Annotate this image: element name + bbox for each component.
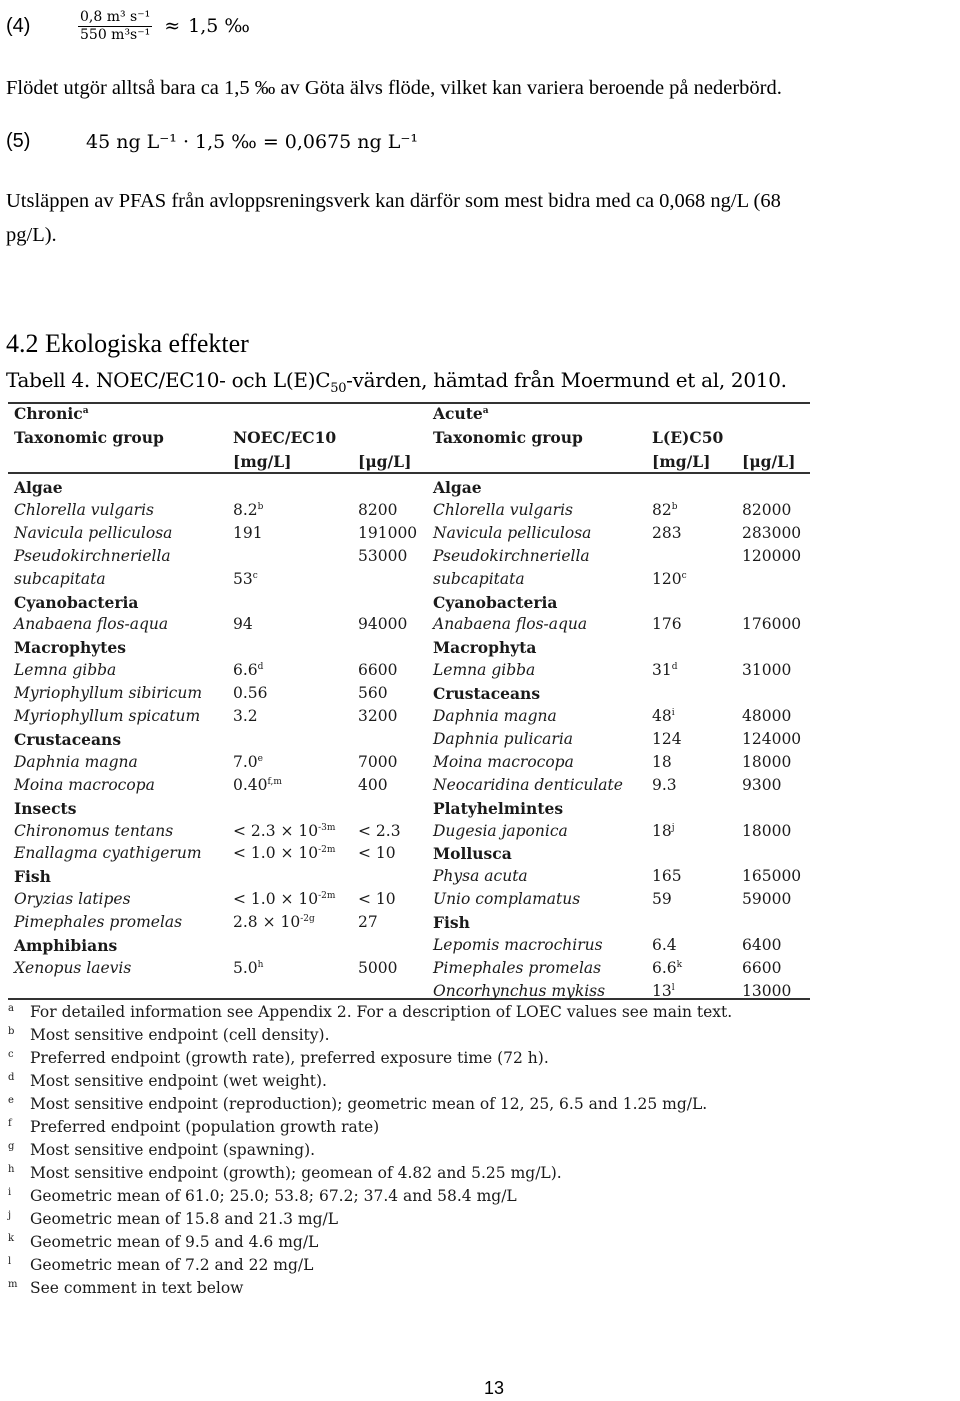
acute-group-label: Cyanobacteria bbox=[433, 593, 558, 612]
chronic-species-name: Moina macrocopa bbox=[14, 776, 155, 794]
page-number: 13 bbox=[484, 1378, 505, 1398]
acute-value-ug: 176000 bbox=[742, 615, 802, 633]
chronic-group-label: Amphibians bbox=[14, 936, 118, 955]
chronic-value-ug: 400 bbox=[358, 776, 388, 794]
acute-value-ug: 31000 bbox=[742, 661, 792, 679]
acute-value-ug: 165000 bbox=[742, 867, 802, 885]
acute-value-ug: 9300 bbox=[742, 776, 782, 794]
chronic-value-ug: 94000 bbox=[358, 615, 408, 633]
acute-value-ug: 48000 bbox=[742, 707, 792, 725]
footnote-marker: d bbox=[257, 661, 264, 672]
chronic-value-mg: 7.0e bbox=[233, 753, 263, 771]
acute-species-name: Physa acuta bbox=[433, 867, 528, 885]
chronic-group-label: Crustaceans bbox=[14, 730, 122, 749]
footnote-marker: -2g bbox=[300, 913, 315, 924]
acute-species-name: Unio complamatus bbox=[433, 890, 581, 908]
acute-group-label: Platyhelmintes bbox=[433, 799, 564, 818]
footnote-text: Geometric mean of 9.5 and 4.6 mg/L bbox=[30, 1233, 319, 1251]
chronic-group-label: Fish bbox=[14, 867, 51, 886]
acute-value-ug: 18000 bbox=[742, 822, 792, 840]
chronic-value-mg: 0.56 bbox=[233, 684, 268, 702]
chronic-group-label: Macrophytes bbox=[14, 638, 127, 657]
acute-value-ug: 6600 bbox=[742, 959, 782, 977]
footnote-marker: b bbox=[257, 501, 264, 512]
footnote-marker: j bbox=[671, 822, 675, 833]
footnote-mark: l bbox=[8, 1256, 12, 1267]
chronic-value-ug: < 10 bbox=[358, 844, 396, 862]
acute-species-name: Pimephales promelas bbox=[433, 959, 602, 977]
acute-value-ug: 120000 bbox=[742, 547, 802, 565]
chronic-value-ug: 7000 bbox=[358, 753, 398, 771]
chronic-value-ug: 27 bbox=[358, 913, 378, 931]
acute-species-name: Daphnia pulicaria bbox=[433, 730, 574, 748]
footnote-marker: -2m bbox=[318, 844, 336, 855]
chronic-value-ug: 5000 bbox=[358, 959, 398, 977]
acute-value-mg: 31$^d$ bbox=[652, 661, 678, 679]
acute-value-mg: 13$^l$ bbox=[652, 982, 675, 1000]
footnote-marker: -2m bbox=[318, 890, 336, 901]
equation-5 bbox=[6, 130, 418, 153]
chronic-species-name: subcapitata bbox=[14, 570, 106, 588]
acute-species-name: Lemna gibba bbox=[433, 661, 536, 679]
chronic-value-mg: 94 bbox=[233, 615, 253, 633]
header-rule bbox=[8, 472, 810, 474]
footnote-text: Most sensitive endpoint (wet weight). bbox=[30, 1072, 327, 1090]
footnote-text: Geometric mean of 7.2 and 22 mg/L bbox=[30, 1256, 314, 1274]
chronic-species-name: Daphnia magna bbox=[14, 753, 138, 771]
acute-col-header: L(E)C50 bbox=[652, 428, 724, 447]
acute-value-mg: 176 bbox=[652, 615, 682, 633]
chronic-value-ug: 53000 bbox=[358, 547, 408, 565]
chronic-title: Chronic$^a$ bbox=[14, 404, 89, 423]
footnote-item bbox=[8, 1164, 562, 1182]
acute-group-label: Crustaceans bbox=[433, 684, 541, 703]
footnote-text: See comment in text below bbox=[30, 1279, 244, 1297]
acute-unit-ug: [μg/L] bbox=[742, 452, 796, 471]
acute-species-name: subcapitata bbox=[433, 570, 525, 588]
footnote-mark: c bbox=[8, 1049, 14, 1060]
footnote-mark: a bbox=[8, 1003, 14, 1014]
chronic-species-name: Pimephales promelas bbox=[14, 913, 183, 931]
chronic-group-header: Taxonomic group bbox=[14, 428, 164, 447]
footnote-marker: d bbox=[671, 661, 678, 672]
footnote-marker: k bbox=[676, 959, 683, 970]
chronic-value-ug: 6600 bbox=[358, 661, 398, 679]
chronic-unit-mg: [mg/L] bbox=[233, 452, 292, 471]
footnote-mark: m bbox=[8, 1279, 18, 1290]
acute-value-mg: 6.4 bbox=[652, 936, 677, 954]
acute-group-label: Mollusca bbox=[433, 844, 512, 863]
acute-value-mg: 18$^j$ bbox=[652, 822, 675, 840]
footnote-mark: d bbox=[8, 1072, 15, 1083]
chronic-value-mg: < $1.0 \times 10^{-2m}$ bbox=[233, 844, 336, 862]
footnote-item bbox=[8, 1072, 327, 1090]
footnote-item bbox=[8, 1187, 517, 1205]
chronic-unit-ug: [μg/L] bbox=[358, 452, 412, 471]
paragraph-line: Utsläppen av PFAS från avloppsreningsverk kan därför som mest bidra med ca 0,068 ng/L (68 bbox=[6, 190, 781, 212]
acute-group-label: Algae bbox=[433, 478, 482, 497]
chronic-species-name: Lemna gibba bbox=[14, 661, 117, 679]
footnote-marker: -3m bbox=[318, 822, 336, 833]
footnote-mark: e bbox=[8, 1095, 14, 1106]
footnote-text: Geometric mean of 61.0; 25.0; 53.8; 67.2; 37.4 and 58.4 mg/L bbox=[30, 1187, 517, 1205]
caption-text-end: -värden, hämtad från Moermund et al, 2010. bbox=[346, 368, 787, 392]
paragraph-emissions bbox=[6, 184, 781, 252]
footnote-marker: b bbox=[671, 501, 678, 512]
chronic-col-header: NOEC/EC10 bbox=[233, 428, 337, 447]
footnote-item bbox=[8, 1049, 549, 1067]
toxicity-table bbox=[0, 400, 820, 1000]
footnote-item bbox=[8, 1095, 707, 1113]
acute-value-ug: 18000 bbox=[742, 753, 792, 771]
header-rule bbox=[8, 402, 810, 404]
chronic-species-name: Chlorella vulgaris bbox=[14, 501, 154, 519]
chronic-group-label: Insects bbox=[14, 799, 77, 818]
chronic-value-mg: < $1.0 \times 10^{-2m}$ bbox=[233, 890, 336, 908]
approx-sign: ≈ bbox=[164, 15, 181, 37]
bottom-rule bbox=[8, 998, 810, 1000]
equation-label: (4) bbox=[6, 14, 31, 37]
equation-result: 1,5 ‰ bbox=[188, 15, 250, 37]
equation-4 bbox=[6, 4, 250, 48]
footnote-mark: j bbox=[8, 1210, 12, 1221]
footnote-mark: h bbox=[8, 1164, 15, 1175]
acute-group-header: Taxonomic group bbox=[433, 428, 583, 447]
chronic-value-mg: 53$^c$ bbox=[233, 570, 258, 588]
footnote-mark: b bbox=[8, 1026, 15, 1037]
paragraph-line: pg/L). bbox=[6, 224, 57, 246]
footnote-text: Most sensitive endpoint (growth); geomean of 4.82 and 5.25 mg/L). bbox=[30, 1164, 562, 1182]
acute-value-ug: 124000 bbox=[742, 730, 802, 748]
table-footnotes bbox=[0, 1003, 820, 1303]
chronic-species-name: Anabaena flos-aqua bbox=[14, 615, 169, 633]
footnote-item bbox=[8, 1026, 330, 1044]
footnote-text: Preferred endpoint (growth rate), preferred exposure time (72 h). bbox=[30, 1049, 549, 1067]
chronic-group-label: Algae bbox=[14, 478, 63, 497]
acute-value-mg: 48$^i$ bbox=[652, 707, 675, 725]
footnote-text: Most sensitive endpoint (reproduction); geometric mean of 12, 25, 6.5 and 1.25 mg/L. bbox=[30, 1095, 708, 1113]
footnote-mark: i bbox=[8, 1187, 12, 1198]
acute-species-name: Navicula pelliculosa bbox=[433, 524, 592, 542]
chronic-species-name: Chironomus tentans bbox=[14, 822, 174, 840]
footnote-mark: g bbox=[8, 1141, 15, 1152]
footnote-mark: f bbox=[8, 1118, 12, 1129]
chronic-value-ug: < 2.3 bbox=[358, 822, 401, 840]
footnote-item bbox=[8, 1141, 315, 1159]
chronic-value-mg: $2.8 \times 10^{-2g}$ bbox=[233, 913, 315, 931]
fraction-denominator: 550 m³s⁻¹ bbox=[80, 26, 151, 43]
chronic-species-name: Navicula pelliculosa bbox=[14, 524, 173, 542]
footnote-marker: l bbox=[671, 982, 675, 993]
acute-species-name: Chlorella vulgaris bbox=[433, 501, 573, 519]
acute-value-mg: 59 bbox=[652, 890, 672, 908]
acute-species-name: Daphnia magna bbox=[433, 707, 557, 725]
footnote-marker: c bbox=[252, 570, 258, 581]
footnote-marker: f,m bbox=[267, 776, 282, 787]
chronic-value-mg: 6.6$^d$ bbox=[233, 661, 264, 679]
acute-title: Acute$^a$ bbox=[433, 404, 489, 423]
caption-text: Tabell 4. NOEC/EC10- och L(E)C bbox=[6, 368, 331, 392]
chronic-species-name: Enallagma cyathigerum bbox=[14, 844, 202, 862]
acute-value-mg: 82$^b$ bbox=[652, 501, 678, 519]
chronic-value-mg: 5.0$^h$ bbox=[233, 959, 264, 977]
acute-value-ug: 59000 bbox=[742, 890, 792, 908]
section-heading: 4.2 Ekologiska effekter bbox=[6, 329, 249, 358]
footnote-item bbox=[8, 1279, 243, 1297]
acute-value-mg: 9.3 bbox=[652, 776, 677, 794]
chronic-group-label: Cyanobacteria bbox=[14, 593, 139, 612]
acute-species-name: Moina macrocopa bbox=[433, 753, 574, 771]
equation-expression: 45 ng L⁻¹ · 1,5 ‰ = 0,0675 ng L⁻¹ bbox=[86, 130, 419, 153]
chronic-value-mg: < $2.3 \times 10^{-3m}$ bbox=[233, 822, 336, 840]
footnote-marker: c bbox=[681, 570, 687, 581]
acute-group-label: Fish bbox=[433, 913, 470, 932]
footnote-text: Most sensitive endpoint (spawning). bbox=[30, 1141, 316, 1159]
chronic-species-name: Oryzias latipes bbox=[14, 890, 131, 908]
chronic-species-name: Myriophyllum spicatum bbox=[14, 707, 201, 725]
acute-species-name: Neocaridina denticulate bbox=[433, 776, 623, 794]
footnote-marker: i bbox=[671, 707, 675, 718]
footnote-text: Geometric mean of 15.8 and 21.3 mg/L bbox=[30, 1210, 339, 1228]
chronic-value-mg: 191 bbox=[233, 524, 263, 542]
acute-value-mg: 165 bbox=[652, 867, 682, 885]
chronic-species-name: Myriophyllum sibiricum bbox=[14, 684, 203, 702]
chronic-value-mg: 8.2$^b$ bbox=[233, 501, 264, 519]
footnote-item bbox=[8, 1256, 313, 1274]
acute-species-name: Lepomis macrochirus bbox=[433, 936, 603, 954]
acute-value-mg: 18 bbox=[652, 753, 672, 771]
acute-value-ug: 13000 bbox=[742, 982, 792, 1000]
table-caption bbox=[6, 368, 787, 396]
chronic-value-ug: 560 bbox=[358, 684, 388, 702]
acute-value-ug: 82000 bbox=[742, 501, 792, 519]
acute-species-name: Pseudokirchneriella bbox=[433, 547, 590, 565]
acute-unit-mg: [mg/L] bbox=[652, 452, 711, 471]
acute-value-mg: 124 bbox=[652, 730, 682, 748]
chronic-value-mg: 3.2 bbox=[233, 707, 258, 725]
chronic-value-ug: 191000 bbox=[358, 524, 418, 542]
footnote-marker: h bbox=[257, 959, 264, 970]
footnote-item bbox=[8, 1233, 318, 1251]
footnote-item bbox=[8, 1210, 338, 1228]
chronic-species-name: Pseudokirchneriella bbox=[14, 547, 171, 565]
chronic-value-ug: 3200 bbox=[358, 707, 398, 725]
caption-subscript: 50 bbox=[330, 381, 347, 396]
chronic-value-ug: 8200 bbox=[358, 501, 398, 519]
footnote-item bbox=[8, 1118, 379, 1136]
footnote-text: For detailed information see Appendix 2. For a description of LOEC values see main text. bbox=[30, 1003, 733, 1021]
acute-value-mg: 120$^c$ bbox=[652, 570, 687, 588]
fraction-numerator: 0,8 m³ s⁻¹ bbox=[80, 8, 151, 25]
fraction bbox=[78, 9, 152, 44]
chronic-value-ug: < 10 bbox=[358, 890, 396, 908]
acute-value-ug: 6400 bbox=[742, 936, 782, 954]
equation-label: (5) bbox=[6, 130, 31, 152]
acute-value-ug: 283000 bbox=[742, 524, 802, 542]
acute-value-mg: 6.6$^k$ bbox=[652, 959, 683, 977]
paragraph-flow: Flödet utgör alltså bara ca 1,5 ‰ av Göta älvs flöde, vilket kan variera beroende på nederbörd. bbox=[6, 77, 782, 99]
acute-group-label: Macrophyta bbox=[433, 638, 537, 657]
footnote-mark: k bbox=[8, 1233, 15, 1244]
chronic-value-mg: 0.40$^{f,m}$ bbox=[233, 776, 282, 794]
acute-value-mg: 283 bbox=[652, 524, 682, 542]
footnote-marker: e bbox=[257, 753, 263, 764]
footnote-text: Preferred endpoint (population growth rate) bbox=[30, 1118, 380, 1136]
chronic-species-name: Xenopus laevis bbox=[14, 959, 132, 977]
acute-species-name: Dugesia japonica bbox=[433, 822, 568, 840]
acute-species-name: Oncorhynchus mykiss bbox=[433, 982, 606, 1000]
acute-species-name: Anabaena flos-aqua bbox=[433, 615, 588, 633]
footnote-text: Most sensitive endpoint (cell density). bbox=[30, 1026, 330, 1044]
footnote-item bbox=[8, 1003, 732, 1021]
